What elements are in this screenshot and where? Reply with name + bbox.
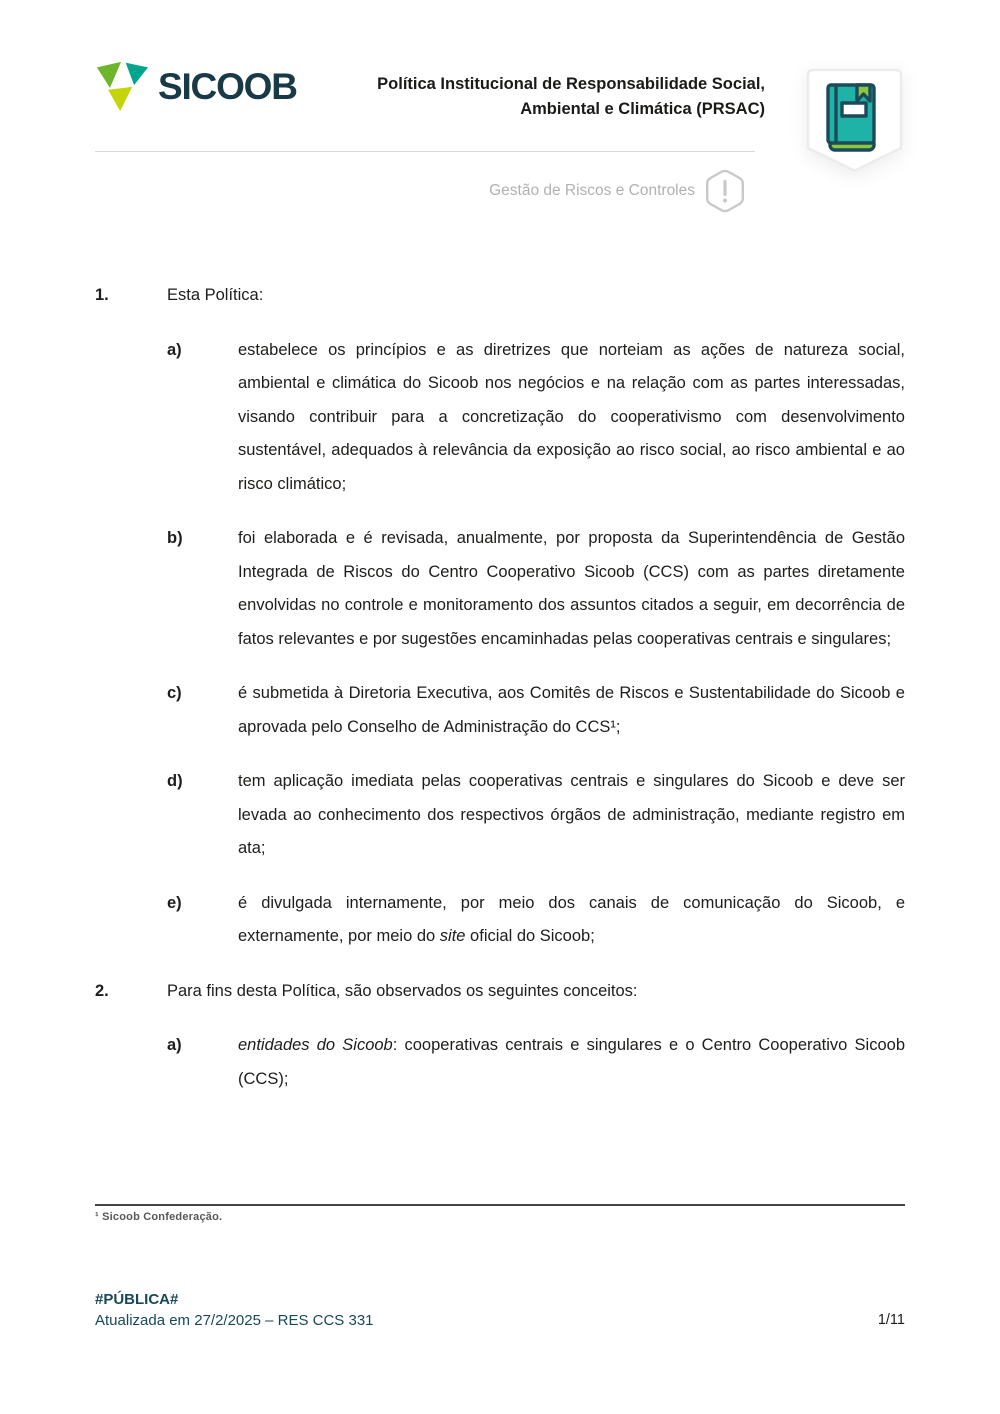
paragraph-text: estabelece os princípios e as diretrizes que norteiam as ações de natureza social, ambiental e climática do Sicoob nos negócios e na relação com as partes interessadas, visando contribuir para a concretização do cooperativismo com desenvolvimento sustentável, adequados à relevância da exposição ao risco social, ao risco ambiental e ao risco climático; [238, 340, 905, 493]
paragraph-marker: 1. [95, 286, 109, 304]
page-number: 1/11 [877, 1312, 905, 1328]
paragraph [95, 279, 905, 313]
category-row [489, 169, 745, 213]
alert-hexagon-icon [705, 169, 745, 213]
category-label: Gestão de Riscos e Controles [489, 182, 695, 199]
paragraph [95, 975, 905, 1009]
sicoob-wordmark: SICOOB [158, 65, 297, 107]
document-body [95, 279, 905, 1117]
paragraph [95, 765, 905, 866]
paragraph-marker: d) [167, 772, 183, 790]
paragraph-marker: 2. [95, 981, 109, 1000]
bookmark-badge [806, 68, 903, 174]
paragraph [95, 522, 905, 656]
paragraph-text: entidades do Sicoob: cooperativas centrais e singulares e o Centro Cooperativo Sicoob (CCS); [238, 1036, 905, 1088]
sicoob-logo [95, 60, 297, 112]
paragraph-marker: b) [167, 529, 183, 547]
book-icon [828, 85, 874, 150]
document-title [377, 72, 765, 122]
paragraph-marker: e) [167, 893, 182, 912]
document-title-line2: Ambiental e Climática (PRSAC) [520, 100, 765, 118]
paragraph [95, 887, 905, 954]
footnote-divider [95, 1204, 905, 1206]
paragraph-text: foi elaborada e é revisada, anualmente, por proposta da Superintendência de Gestão Integrada de Riscos do Centro Cooperativo Sicoob (CCS) com as partes diretamente envolvidas no controle e monitoramento dos assuntos citados a seguir, em decorrência de fatos relevantes e por sugestões encaminhadas pelas cooperativas centrais e singulares; [238, 529, 905, 648]
paragraph [95, 677, 905, 744]
paragraph-marker: a) [167, 340, 182, 359]
paragraph-text: Para fins desta Política, são observados os seguintes conceitos: [167, 981, 638, 1000]
paragraph-text: Esta Política: [167, 286, 264, 304]
sicoob-logo-icon [95, 60, 149, 112]
document-title-line1: Política Institucional de Responsabilidade Social, [377, 75, 765, 93]
paragraph-text: tem aplicação imediata pelas cooperativas centrais e singulares do Sicoob e deve ser levada ao conhecimento dos respectivos órgãos de administração, mediante registro em ata; [238, 772, 905, 857]
paragraph-marker: a) [167, 1036, 182, 1054]
paragraph-text: é divulgada internamente, por meio dos canais de comunicação do Sicoob, e externamente, por meio do site oficial do Sicoob; [238, 893, 905, 945]
paragraph [95, 1029, 905, 1096]
paragraph-text: é submetida à Diretoria Executiva, aos Comitês de Riscos e Sustentabilidade do Sicoob e aprovada pelo Conselho de Administração do CCS¹; [238, 684, 905, 736]
paragraph [95, 334, 905, 502]
footnote-text: ¹ Sicoob Confederação. [95, 1211, 223, 1223]
updated-label: Atualizada em 27/2/2025 – RES CCS 331 [95, 1312, 374, 1329]
paragraph-marker: c) [167, 684, 182, 702]
header-divider [95, 151, 755, 152]
classification-label: #PÚBLICA# [95, 1291, 179, 1308]
